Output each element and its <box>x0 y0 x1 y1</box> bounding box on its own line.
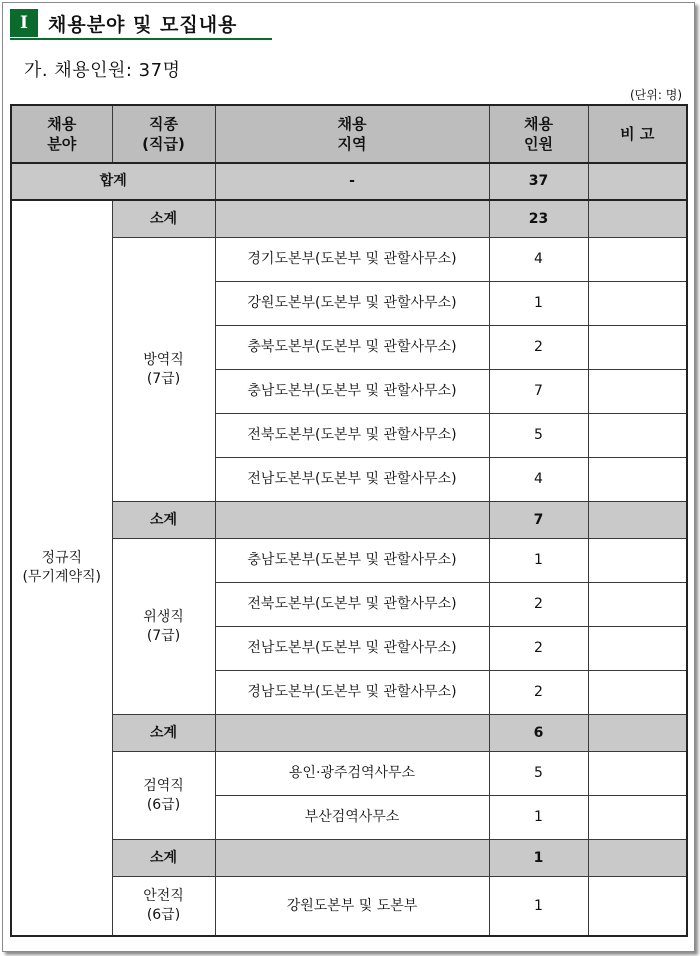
section-number: I <box>10 9 38 37</box>
note-cell <box>588 796 687 840</box>
note-cell <box>588 414 687 458</box>
region-cell: 부산검역사무소 <box>215 796 489 840</box>
subtotal-region <box>215 715 489 752</box>
subtotal-region <box>215 840 489 877</box>
subtotal-count: 1 <box>489 840 588 877</box>
subsection-title: 가. 채용인원: 37명 <box>24 60 181 81</box>
header-field: 채용 분야 <box>11 105 112 163</box>
note-cell <box>588 583 687 627</box>
region-cell: 강원도본부 및 도본부 <box>215 877 489 937</box>
note-cell <box>588 326 687 370</box>
job-cell: 방역직 (7급) <box>112 238 215 502</box>
count-cell: 1 <box>489 282 588 326</box>
subtotal-count: 23 <box>489 200 588 238</box>
recruitment-table <box>10 104 688 937</box>
count-cell: 5 <box>489 752 588 796</box>
note-cell <box>588 627 687 671</box>
note-cell <box>588 458 687 502</box>
region-cell: 전북도본부(도본부 및 관할사무소) <box>215 414 489 458</box>
count-cell: 4 <box>489 238 588 282</box>
subtotal-label: 소계 <box>112 715 215 752</box>
total-note <box>588 163 687 200</box>
region-cell: 충남도본부(도본부 및 관할사무소) <box>215 370 489 414</box>
subtotal-label: 소계 <box>112 502 215 539</box>
subtotal-region <box>215 200 489 238</box>
count-cell: 1 <box>489 877 588 937</box>
unit-note: (단위: 명) <box>630 88 682 102</box>
note-cell <box>588 671 687 715</box>
count-cell: 1 <box>489 796 588 840</box>
count-cell: 2 <box>489 326 588 370</box>
subtotal-note <box>588 840 687 877</box>
note-cell <box>588 370 687 414</box>
region-cell: 전북도본부(도본부 및 관할사무소) <box>215 583 489 627</box>
job-cell: 검역직 (6급) <box>112 752 215 840</box>
region-cell: 충북도본부(도본부 및 관할사무소) <box>215 326 489 370</box>
total-count: 37 <box>489 163 588 200</box>
count-cell: 2 <box>489 583 588 627</box>
field-cell: 정규직 (무기계약직) <box>11 200 112 936</box>
note-cell <box>588 752 687 796</box>
subtotal-label: 소계 <box>112 200 215 238</box>
subtotal-count: 6 <box>489 715 588 752</box>
subtotal-region <box>215 502 489 539</box>
header-region: 채용 지역 <box>215 105 489 163</box>
note-cell <box>588 877 687 937</box>
count-cell: 5 <box>489 414 588 458</box>
job-cell: 위생직 (7급) <box>112 539 215 715</box>
header-job: 직종 (직급) <box>112 105 215 163</box>
total-label: 합계 <box>11 163 215 200</box>
job-cell: 안전직 (6급) <box>112 877 215 937</box>
note-cell <box>588 539 687 583</box>
count-cell: 2 <box>489 627 588 671</box>
region-cell: 충남도본부(도본부 및 관할사무소) <box>215 539 489 583</box>
region-cell: 전남도본부(도본부 및 관할사무소) <box>215 458 489 502</box>
note-cell <box>588 282 687 326</box>
subtotal-note <box>588 715 687 752</box>
count-cell: 7 <box>489 370 588 414</box>
total-region: - <box>215 163 489 200</box>
count-cell: 4 <box>489 458 588 502</box>
header-count: 채용 인원 <box>489 105 588 163</box>
section-title: 채용분야 및 모집내용 <box>48 13 238 36</box>
subtotal-count: 7 <box>489 502 588 539</box>
note-cell <box>588 238 687 282</box>
count-cell: 1 <box>489 539 588 583</box>
subtotal-note <box>588 502 687 539</box>
region-cell: 강원도본부(도본부 및 관할사무소) <box>215 282 489 326</box>
header-note: 비 고 <box>588 105 687 163</box>
count-cell: 2 <box>489 671 588 715</box>
region-cell: 경기도본부(도본부 및 관할사무소) <box>215 238 489 282</box>
region-cell: 전남도본부(도본부 및 관할사무소) <box>215 627 489 671</box>
region-cell: 용인·광주검역사무소 <box>215 752 489 796</box>
region-cell: 경남도본부(도본부 및 관할사무소) <box>215 671 489 715</box>
subtotal-label: 소계 <box>112 840 215 877</box>
section-header <box>10 8 272 40</box>
subtotal-note <box>588 200 687 238</box>
